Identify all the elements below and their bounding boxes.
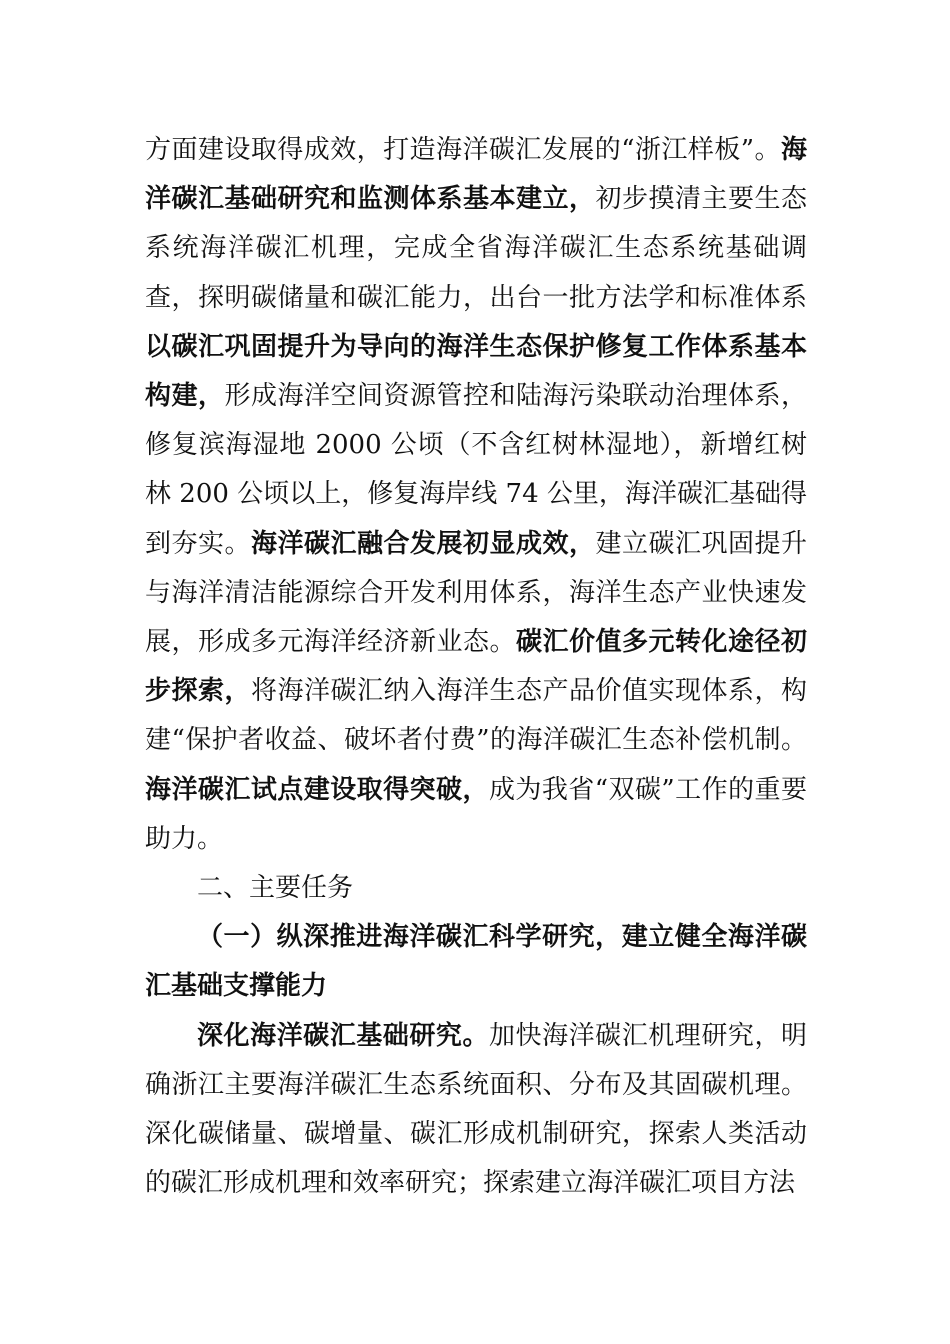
research-paragraph <box>145 1012 807 1209</box>
subsection-heading: （一）纵深推进海洋碳汇科学研究，建立健全海洋碳汇基础支撑能力 <box>145 922 807 1002</box>
paragraph-text: 形成海洋空间资源管控和陆海污染联动治理体系，修复滨海湿地 2000 公顷（不含红树林湿地），新增红树林 200 公顷以上，修复海岸线 74 公里，海洋碳汇基础得到夯实。 <box>145 381 807 559</box>
section-heading: 二、主要任务 <box>197 873 354 904</box>
paragraph-text: 加快海洋碳汇机理研究，明确浙江主要海洋碳汇生态系统面积、分布及其固碳机理。深化碳储量、碳增量、碳汇形成机制研究，探索人类活动的碳汇形成机理和效率研究；探索建立海洋碳汇项目方法 <box>145 1020 807 1199</box>
paragraph-text: 初步摸清主要生态系统海洋碳汇机理，完成全省海洋碳汇生态系统基础调查，探明碳储量和碳汇能力，出台一批方法学和标准体系 <box>145 184 807 313</box>
paragraph-text: 成为我省“双碳”工作的重要助力。 <box>145 774 807 854</box>
bold-phrase: 海洋碳汇基础研究和监测体系基本建立， <box>145 135 807 215</box>
bold-phrase: 海洋碳汇试点建设取得突破， <box>145 774 489 805</box>
paragraph-text: 建立碳汇巩固提升与海洋清洁能源综合开发利用体系，海洋生态产业快速发展，形成多元海洋经济新业态。 <box>145 528 807 658</box>
paragraph-text: 将海洋碳汇纳入海洋生态产品价值实现体系，构建“保护者收益、破坏者付费”的海洋碳汇生态补偿机制。 <box>145 676 807 756</box>
bold-phrase: 碳汇价值多元转化途径初步探索， <box>145 627 807 707</box>
bold-phrase: 海洋碳汇融合发展初显成效， <box>251 528 596 559</box>
paragraph-text: 方面建设取得成效，打造海洋碳汇发展的“浙江样板”。 <box>145 135 781 165</box>
bold-phrase: 以碳汇巩固提升为导向的海洋生态保护修复工作体系基本构建， <box>145 331 807 412</box>
document-body <box>145 126 807 1208</box>
summary-paragraph <box>145 126 807 864</box>
bold-phrase: 深化海洋碳汇基础研究。 <box>197 1020 489 1051</box>
